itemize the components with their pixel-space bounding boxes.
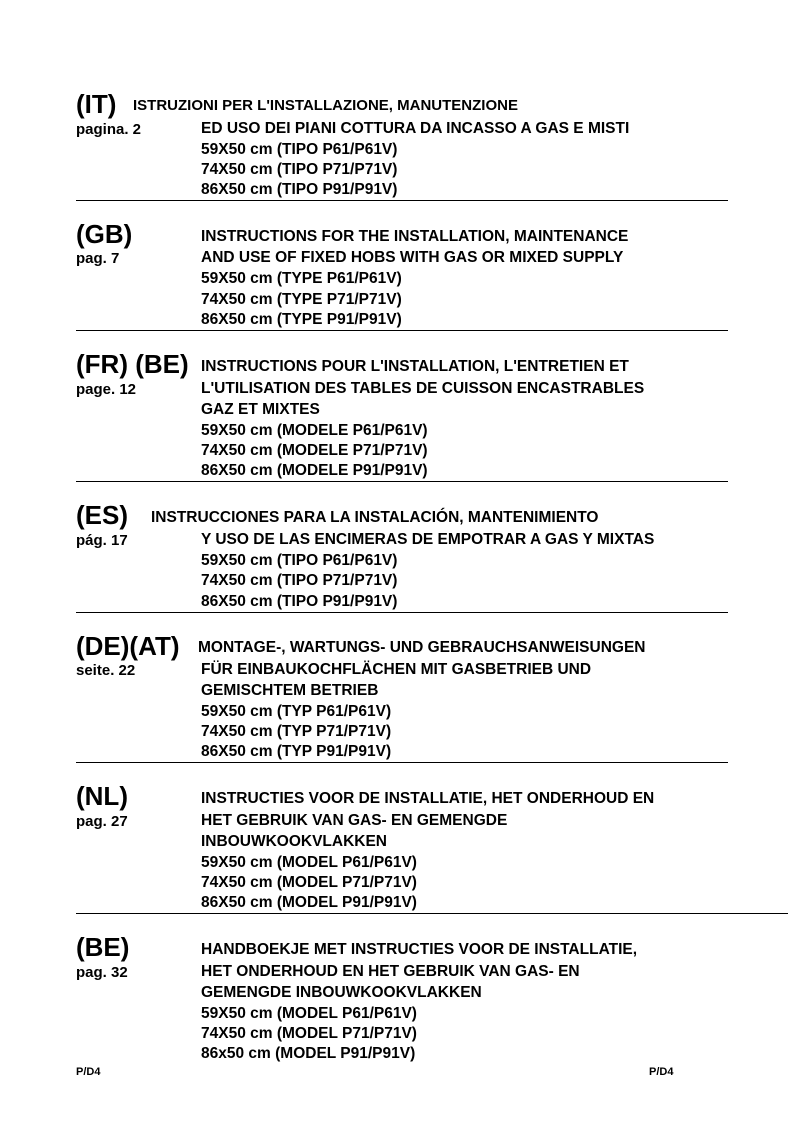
section-line: GAZ ET MIXTES — [201, 401, 320, 418]
section-line: L'UTILISATION DES TABLES DE CUISSON ENCASTRABLES — [201, 380, 645, 397]
section-line: 74X50 cm (TIPO P71/P71V) — [201, 572, 398, 589]
divider — [76, 330, 728, 331]
section-page: pág. 17 — [76, 532, 128, 549]
section-code: (ES) — [76, 500, 128, 530]
section-page: pag. 7 — [76, 250, 120, 267]
section-line: 74X50 cm (MODEL P71/P71V) — [201, 1025, 417, 1042]
divider — [76, 612, 728, 613]
section-line: 86x50 cm (MODEL P91/P91V) — [201, 1045, 416, 1062]
section-line: 86X50 cm (MODEL P91/P91V) — [201, 894, 417, 911]
section-code: (BE) — [76, 932, 130, 962]
section-line: 59X50 cm (TIPO P61/P61V) — [201, 141, 398, 158]
section-title: ISTRUZIONI PER L'INSTALLAZIONE, MANUTENZIONE — [133, 97, 518, 114]
section-line: HET ONDERHOUD EN HET GEBRUIK VAN GAS- EN — [201, 963, 580, 980]
divider — [76, 913, 788, 914]
section-line: 59X50 cm (MODELE P61/P61V) — [201, 422, 428, 439]
section-page: pag. 27 — [76, 813, 128, 830]
footer-right-code: P/D4 — [649, 1066, 674, 1078]
section-line: Y USO DE LAS ENCIMERAS DE EMPOTRAR A GAS Y MIXTAS — [201, 531, 655, 548]
section-code: (GB) — [76, 219, 133, 249]
section-code: (IT) — [76, 89, 117, 119]
section-page: page. 12 — [76, 381, 137, 398]
section-line: 74X50 cm (MODELE P71/P71V) — [201, 442, 428, 459]
section-line: GEMISCHTEM BETRIEB — [201, 682, 379, 699]
section-line: 74X50 cm (TYP P71/P71V) — [201, 723, 392, 740]
section-line: 59X50 cm (TYP P61/P61V) — [201, 703, 392, 720]
section-title: INSTRUCCIONES PARA LA INSTALACIÓN, MANTENIMIENTO — [151, 509, 599, 526]
section-code: (DE)(AT) — [76, 631, 180, 661]
section-line: 86X50 cm (TYPE P91/P91V) — [201, 311, 402, 328]
section-line: AND USE OF FIXED HOBS WITH GAS OR MIXED SUPPLY — [201, 249, 624, 266]
section-line: 86X50 cm (MODELE P91/P91V) — [201, 462, 428, 479]
divider — [76, 200, 728, 201]
section-line: 86X50 cm (TIPO P91/P91V) — [201, 181, 398, 198]
section-line: HET GEBRUIK VAN GAS- EN GEMENGDE — [201, 812, 508, 829]
divider — [76, 762, 728, 763]
section-line: 59X50 cm (TYPE P61/P61V) — [201, 270, 402, 287]
section-line: HANDBOEKJE MET INSTRUCTIES VOOR DE INSTALLATIE, — [201, 941, 638, 958]
section-title: MONTAGE-, WARTUNGS- UND GEBRAUCHSANWEISUNGEN — [198, 639, 646, 656]
footer-left-code: P/D4 — [76, 1066, 101, 1078]
section-line: FÜR EINBAUKOCHFLÄCHEN MIT GASBETRIEB UND — [201, 661, 592, 678]
section-line: 74X50 cm (TIPO P71/P71V) — [201, 161, 398, 178]
section-line: 86X50 cm (TIPO P91/P91V) — [201, 593, 398, 610]
section-code: (FR) (BE) — [76, 349, 189, 379]
section-line: 86X50 cm (TYP P91/P91V) — [201, 743, 392, 760]
section-page: pag. 32 — [76, 964, 128, 981]
section-line: INBOUWKOOKVLAKKEN — [201, 833, 387, 850]
section-line: 59X50 cm (MODEL P61/P61V) — [201, 854, 417, 871]
section-line: GEMENGDE INBOUWKOOKVLAKKEN — [201, 984, 482, 1001]
divider — [76, 481, 728, 482]
section-line: 59X50 cm (TIPO P61/P61V) — [201, 552, 398, 569]
section-line: 59X50 cm (MODEL P61/P61V) — [201, 1005, 417, 1022]
section-line: INSTRUCTIONS FOR THE INSTALLATION, MAINTENANCE — [201, 228, 629, 245]
section-code: (NL) — [76, 781, 128, 811]
section-line: ED USO DEI PIANI COTTURA DA INCASSO A GAS E MISTI — [201, 120, 630, 137]
section-line: INSTRUCTIES VOOR DE INSTALLATIE, HET ONDERHOUD EN — [201, 790, 655, 807]
section-page: seite. 22 — [76, 662, 136, 679]
section-line: INSTRUCTIONS POUR L'INSTALLATION, L'ENTRETIEN ET — [201, 358, 629, 375]
section-page: pagina. 2 — [76, 121, 142, 138]
section-line: 74X50 cm (MODEL P71/P71V) — [201, 874, 417, 891]
section-line: 74X50 cm (TYPE P71/P71V) — [201, 291, 402, 308]
